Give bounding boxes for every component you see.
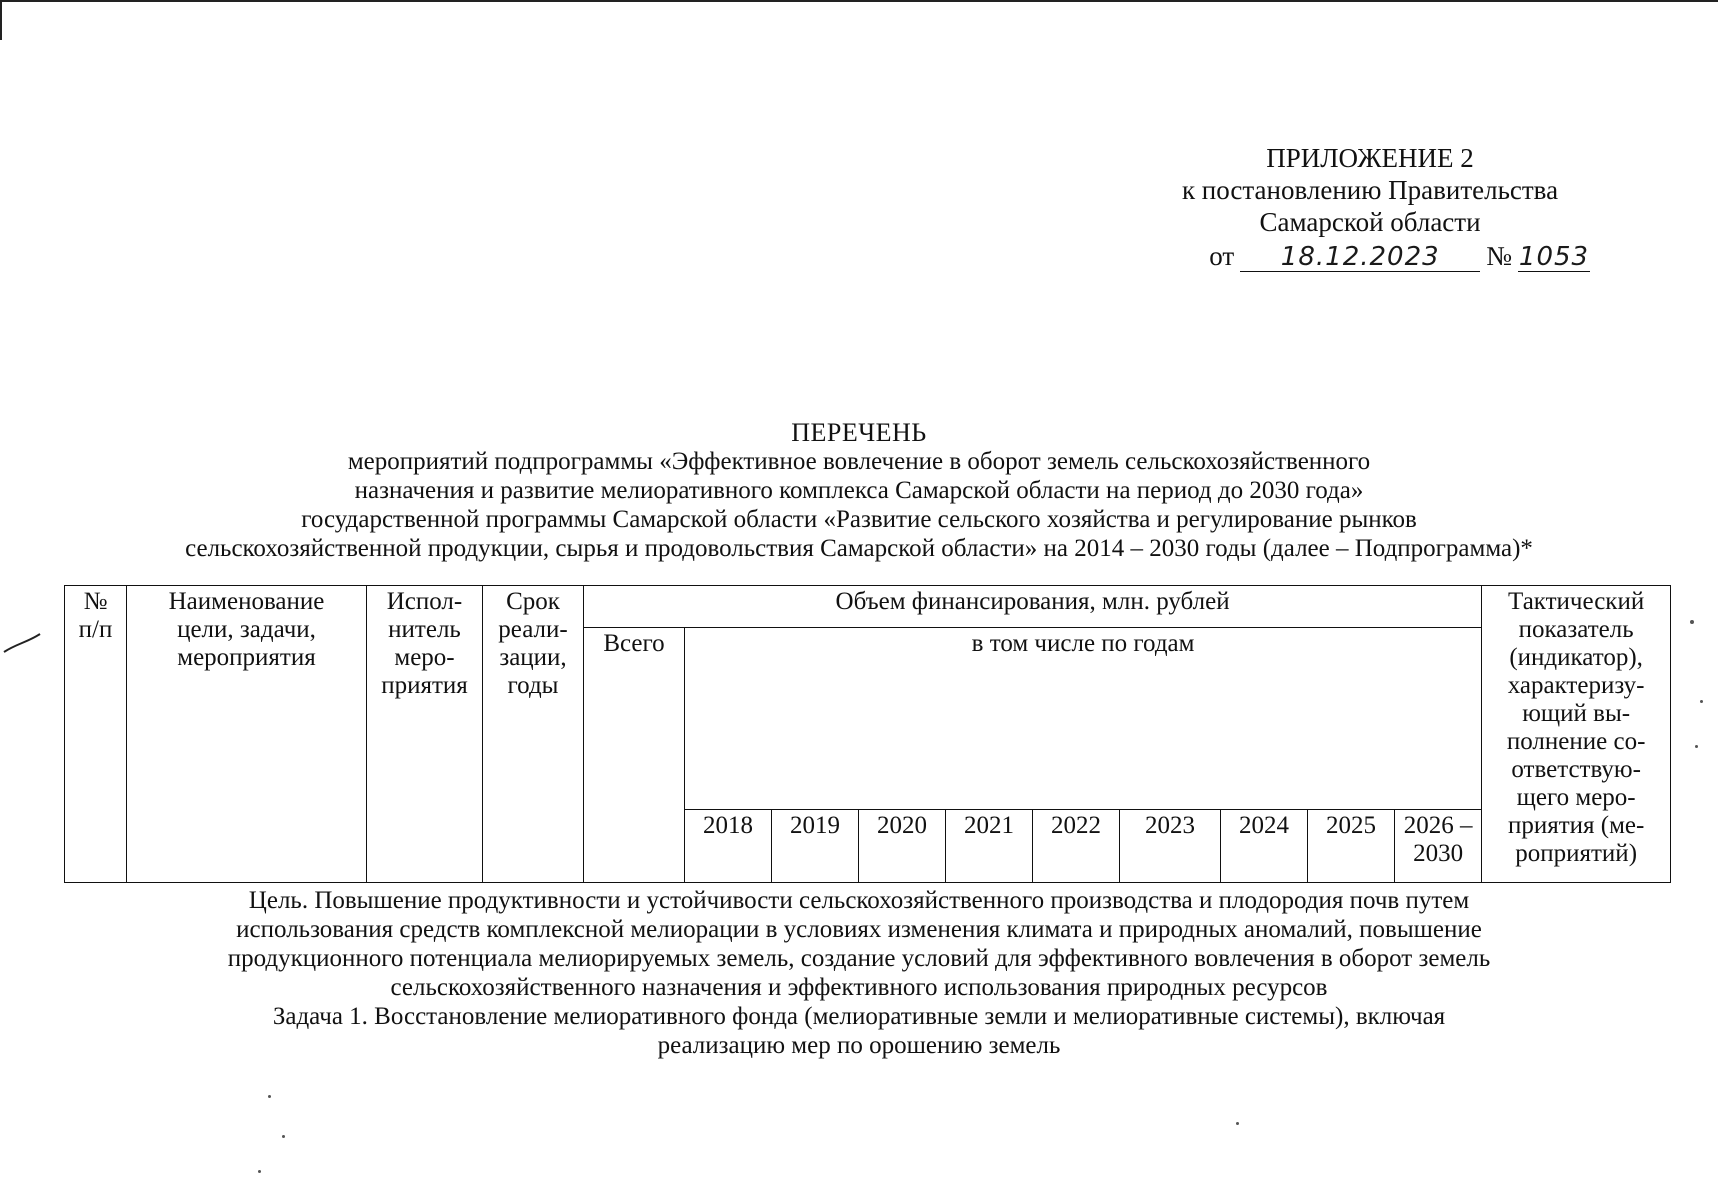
col-header-year-2020: 2020 bbox=[859, 810, 946, 883]
col-header-period-2026-2030: 2026 – 2030 bbox=[1395, 810, 1482, 883]
col-header-total: Всего bbox=[584, 628, 685, 883]
scan-speck bbox=[282, 1135, 285, 1138]
scan-speck bbox=[1700, 700, 1703, 703]
appendix-resolution-line: к постановлению Правительства bbox=[1181, 175, 1559, 205]
number-prefix: № bbox=[1486, 241, 1512, 271]
scan-speck bbox=[1690, 620, 1694, 624]
goal-line-2: использования средств комплексной мелиорации в условиях изменения климата и природных аномалий, повышение bbox=[236, 916, 1482, 943]
scan-speck bbox=[1695, 745, 1698, 748]
margin-pen-mark bbox=[2, 628, 42, 658]
appendix-region-line: Самарской области bbox=[1259, 207, 1481, 237]
task-section bbox=[80, 1002, 1638, 1060]
document-title: ПЕРЕЧЕНЬ bbox=[791, 418, 927, 447]
appendix-title: ПРИЛОЖЕНИЕ 2 bbox=[1266, 143, 1474, 173]
handwritten-date: 18.12.2023 bbox=[1240, 243, 1480, 272]
task-line-2: реализацию мер по орошению земель bbox=[657, 1032, 1061, 1059]
scan-edge-top bbox=[0, 0, 1718, 2]
heading-line-1: мероприятий подпрограммы «Эффективное вовлечение в оборот земель сельскохозяйственного bbox=[347, 448, 1371, 475]
goal-line-4: сельскохозяйственного назначения и эффективного использования природных ресурсов bbox=[390, 974, 1328, 1001]
scan-speck bbox=[258, 1170, 261, 1173]
col-header-name: Наименование цели, задачи, мероприятия bbox=[127, 586, 367, 883]
goal-line-3: продукционного потенциала мелиорируемых земель, создание условий для эффективного вовлечения в оборот земель bbox=[227, 945, 1491, 972]
col-header-year-2018: 2018 bbox=[685, 810, 772, 883]
scan-speck bbox=[1236, 1122, 1239, 1125]
goal-section bbox=[80, 886, 1638, 1002]
heading-line-3: государственной программы Самарской области «Развитие сельского хозяйства и регулирование рынков bbox=[301, 506, 1417, 533]
col-header-year-2022: 2022 bbox=[1033, 810, 1120, 883]
col-header-year-2023: 2023 bbox=[1120, 810, 1221, 883]
heading-line-4: сельскохозяйственной продукции, сырья и продовольствия Самарской области» на 2014 – 2030 годы (далее – Подпрограмма)* bbox=[185, 535, 1533, 562]
col-header-number: № п/п bbox=[65, 586, 127, 883]
date-prefix: от bbox=[1209, 241, 1235, 271]
handwritten-number: 1053 bbox=[1518, 242, 1590, 272]
col-header-year-2024: 2024 bbox=[1221, 810, 1308, 883]
col-header-executor: Испол- нитель меро- приятия bbox=[367, 586, 483, 883]
scan-speck bbox=[268, 1095, 271, 1098]
goal-line-1: Цель. Повышение продуктивности и устойчивости сельскохозяйственного производства и плодородия почв путем bbox=[248, 887, 1470, 914]
appendix-date-line bbox=[1150, 240, 1590, 272]
col-header-year-2025: 2025 bbox=[1308, 810, 1395, 883]
activities-table bbox=[64, 585, 1671, 883]
heading-line-2: назначения и развитие мелиоративного комплекса Самарской области на период до 2030 года» bbox=[354, 477, 1364, 504]
appendix-stamp bbox=[1150, 142, 1590, 272]
col-header-year-2019: 2019 bbox=[772, 810, 859, 883]
scan-edge-left bbox=[0, 0, 2, 40]
col-header-term: Срок реали- зации, годы bbox=[483, 586, 584, 883]
task-line-1: Задача 1. Восстановление мелиоративного фонда (мелиоративные земли и мелиоративные системы), включая bbox=[272, 1003, 1446, 1030]
col-header-by-years: в том числе по годам bbox=[685, 628, 1482, 810]
col-header-indicator: Тактический показатель (индикатор), характеризу- ющий вы- полнение со- ответствую- щего меро- приятия (ме- роприятий) bbox=[1482, 586, 1671, 883]
document-heading bbox=[0, 418, 1718, 563]
col-header-funding: Объем финансирования, млн. рублей bbox=[584, 586, 1482, 628]
col-header-year-2021: 2021 bbox=[946, 810, 1033, 883]
